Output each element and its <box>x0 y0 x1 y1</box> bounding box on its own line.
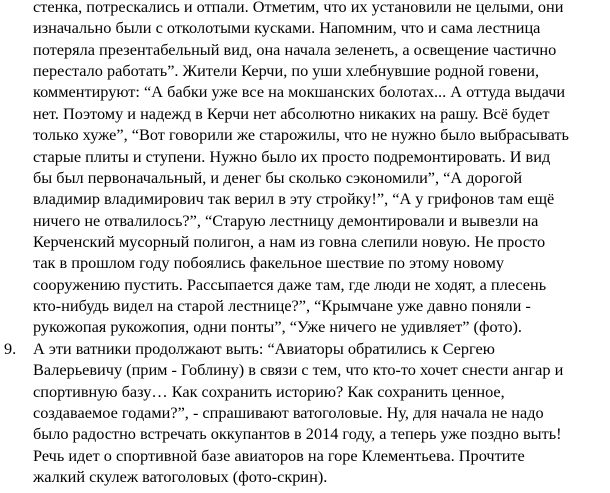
paragraph-line: старые плиты и ступени. Нужно было их просто подремонтировать. И вид <box>33 146 551 166</box>
paragraph-line: так в прошлом году побоялись факельное шествие по этому новому <box>33 253 505 273</box>
paragraph-line: сооружению пустить. Рассыпается даже там, где люди не ходят, а плесень <box>33 274 547 294</box>
list-item-number: 9. <box>4 338 17 358</box>
list-item-line: жалкий скулеж ватоголовых (фото-скрин). <box>33 467 328 486</box>
paragraph-line: изначально были с отколотыми кусками. Напомним, что и сама лестница <box>33 18 541 38</box>
paragraph-line: стенка, потрескались и отпали. Отметим, что их установили не целыми, они <box>33 0 564 16</box>
paragraph-line: Керченский мусорный полигон, а нам из говна слепили новую. Не просто <box>33 232 546 251</box>
paragraph-line: владимир владимирович так верил в эту стройку!”, “А у грифонов там ещё <box>33 189 555 209</box>
paragraph-line: нет. Поэтому и надежд в Керчи нет абсолютно никаких на рашу. Всё будет <box>33 103 550 123</box>
list-item-line: Валерьевичу (прим - Гоблину) в связи с тем, что кто-то хочет снести ангар и <box>33 360 564 380</box>
paragraph-line: ничего не отвалилось?”, “Старую лестницу демонтировали и вывезли на <box>33 210 539 230</box>
paragraph-line: только хуже”, “Вот говорили же старожилы, что не нужно было выбрасывать <box>33 125 569 145</box>
list-item-line: спортивную базу… Как сохранить историю? Как сохранить ценное, <box>33 381 505 401</box>
paragraph-line: рукожопая рукожопия, одни понты”, “Уже ничего не удивляет” (фото). <box>33 317 522 337</box>
paragraph-line: бы был первоначальный, и денег бы сколько сэкономили”, “А дорогой <box>33 167 523 187</box>
list-item-line: Речь идет о спортивной базе авиаторов на горе Клементьева. Прочтите <box>33 445 525 465</box>
paragraph-line: потеряла презентабельный вид, она начала зеленеть, а освещение частично <box>33 39 557 59</box>
paragraph-line: перестало работать”. Жители Керчи, по уши хлебнувшие родной говени, <box>33 61 540 81</box>
paragraph-line: комментируют: “А бабки уже все на мокшанских болотах... А оттуда выдачи <box>33 82 566 102</box>
list-item-line: было радостно встречать оккупантов в 2014 году, а теперь уже поздно выть! <box>33 424 562 444</box>
list-item-line: А эти ватники продолжают выть: “Авиаторы обратились к Сергею <box>33 338 495 358</box>
paragraph-line: кто-нибудь видел на старой лестнице?”, “Крымчане уже давно поняли - <box>33 296 531 316</box>
list-item-line: создаваемое годами?”, - спрашивают ватоголовые. Ну, для начала не надо <box>33 402 544 422</box>
